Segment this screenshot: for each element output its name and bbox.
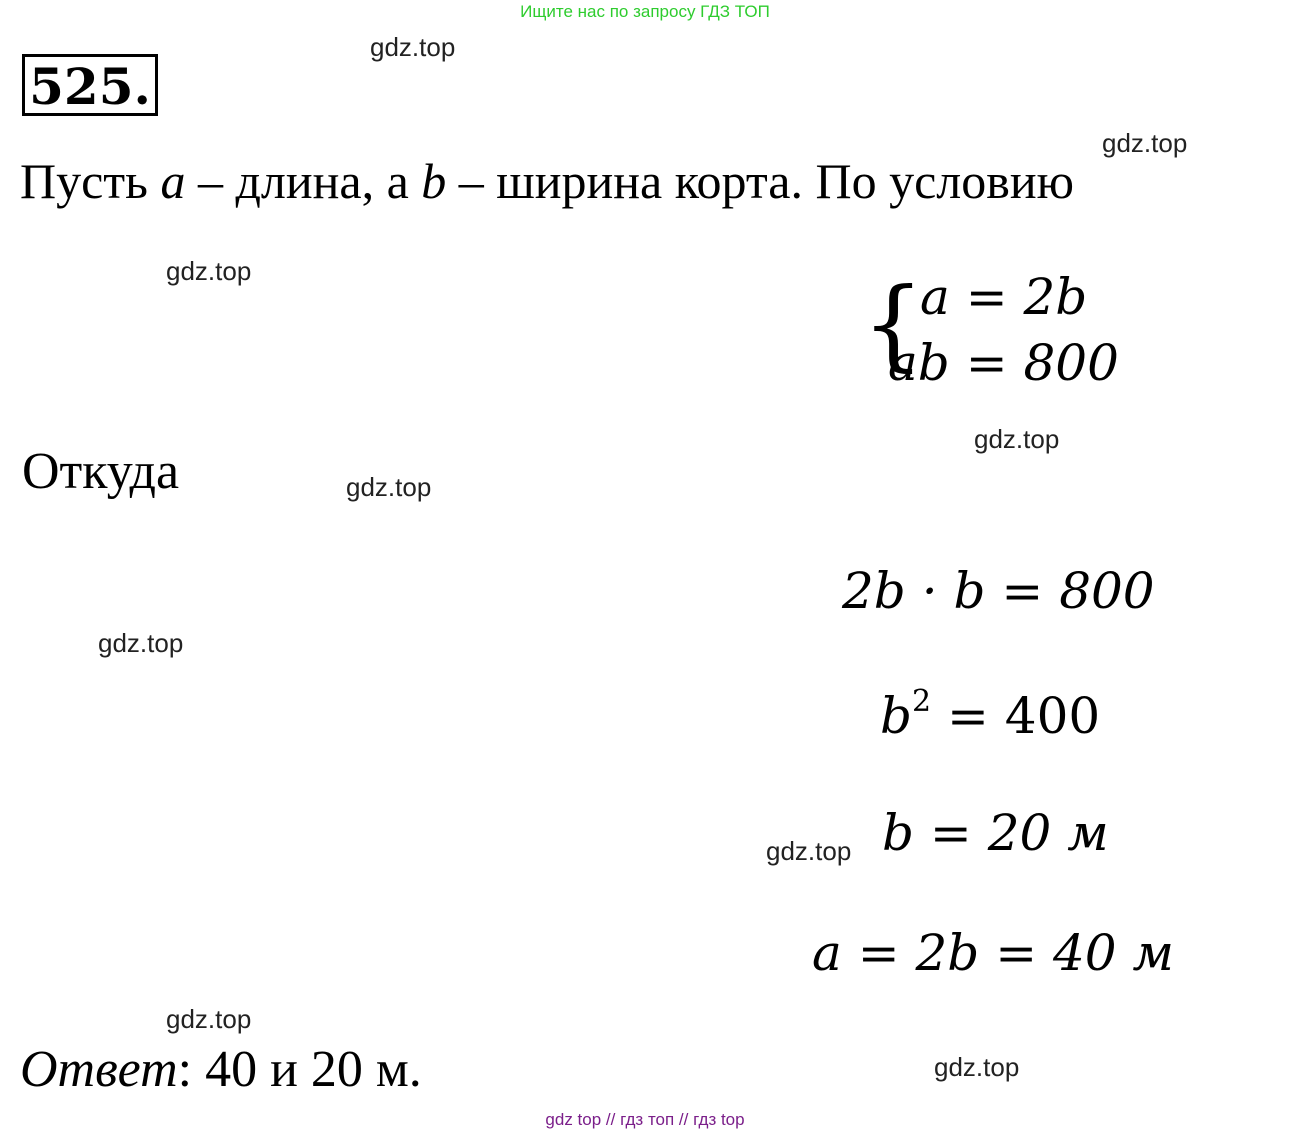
step-2-rest: = 400 xyxy=(931,687,1101,745)
step-1: 2b · b = 800 xyxy=(842,562,1155,620)
watermark: gdz.top xyxy=(974,424,1060,454)
watermark: gdz.top xyxy=(370,32,456,62)
watermark: gdz.top xyxy=(346,472,432,502)
intro-part3: – ширина корта. По условию xyxy=(446,153,1074,209)
watermark: gdz.top xyxy=(766,836,852,866)
footer-links[interactable]: gdz top // гдз топ // гдз top xyxy=(545,1110,745,1129)
system-eq1: a = 2b xyxy=(920,268,1088,326)
watermark: gdz.top xyxy=(934,1052,1020,1082)
step-2 xyxy=(880,684,1100,745)
var-a: a xyxy=(160,153,186,209)
intro-part1: Пусть xyxy=(20,153,161,209)
answer-text: : 40 и 20 м. xyxy=(177,1041,422,1098)
var-b: b xyxy=(421,153,447,209)
answer-label: Ответ xyxy=(20,1041,178,1098)
watermark: gdz.top xyxy=(1102,128,1188,158)
system-brace: { xyxy=(862,268,925,382)
intro-part2: – длина, а xyxy=(185,153,422,209)
step-4: a = 2b = 40 м xyxy=(812,924,1174,982)
answer xyxy=(20,1040,422,1099)
otkuda-text: Откуда xyxy=(22,443,180,500)
system-eq2: ab = 800 xyxy=(888,334,1119,392)
top-banner[interactable]: Ищите нас по запросу ГДЗ ТОП xyxy=(520,2,770,21)
step-2-base: b xyxy=(880,687,913,745)
watermark: gdz.top xyxy=(166,256,252,286)
step-3: b = 20 м xyxy=(882,804,1109,862)
step-2-exponent: 2 xyxy=(912,684,932,719)
problem-number: 525. xyxy=(22,54,158,116)
intro-text xyxy=(20,152,1074,210)
watermark: gdz.top xyxy=(166,1004,252,1034)
watermark: gdz.top xyxy=(98,628,184,658)
